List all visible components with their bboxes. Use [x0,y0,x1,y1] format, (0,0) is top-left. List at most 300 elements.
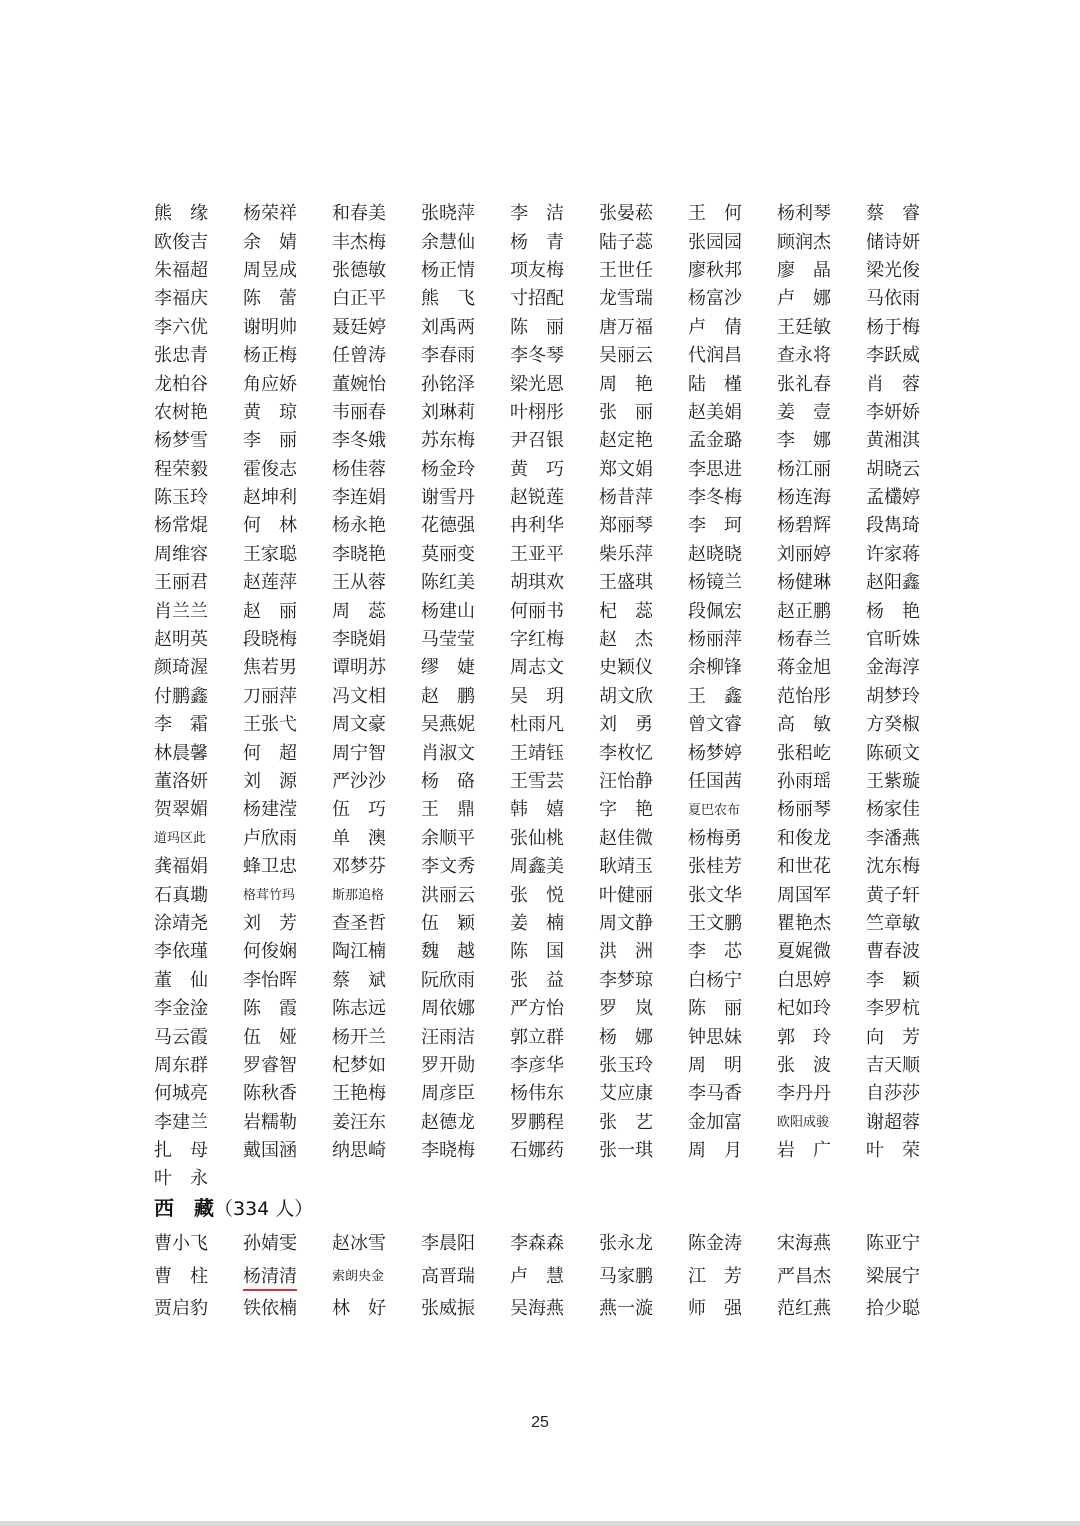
name-cell: 王廷敏 [777,316,831,338]
name-cell: 李梦琼 [599,969,653,991]
name-row [154,226,944,254]
name-cell: 李怡晖 [243,969,297,991]
name-cell: 赵莲萍 [243,572,297,594]
name-cell: 张 波 [777,1054,831,1076]
name-cell: 陈志远 [332,998,386,1020]
name-cell: 杨 娜 [599,1026,653,1048]
name-cell: 瞿艳杰 [777,912,831,934]
name-cell: 王丽君 [154,572,208,594]
name-cell: 赵佳微 [599,827,653,849]
name-cell: 张文华 [688,884,742,906]
name-cell: 张永龙 [599,1233,653,1255]
name-cell: 农树艳 [154,401,208,423]
name-cell: 张桂芳 [688,856,742,878]
name-cell: 方癸椒 [866,714,920,736]
name-cell: 周 月 [688,1140,742,1162]
name-cell: 赵美娟 [688,401,742,423]
name-row [154,681,944,709]
name-cell: 李 娜 [777,430,831,452]
name-row [154,794,944,822]
name-cell: 任国茜 [688,771,742,792]
name-cell: 陈 国 [510,941,564,963]
name-cell: 胡文欣 [599,685,653,707]
name-cell: 燕一漩 [599,1298,653,1320]
name-cell: 黄湘淇 [866,430,920,452]
name-cell: 刘丽婷 [777,543,831,565]
name-cell: 张园园 [688,231,742,253]
name-cell: 郭 玲 [777,1026,831,1048]
name-cell: 叶 永 [154,1168,208,1190]
name-cell: 杨梦雪 [154,430,208,452]
name-cell: 蜂卫忠 [243,856,297,878]
name-cell: 李枚忆 [599,742,653,764]
name-cell: 马云霞 [154,1026,208,1048]
name-cell: 格茸竹玛 [243,888,296,904]
name-cell: 周 蕊 [332,600,386,622]
name-cell: 董 仙 [154,969,208,991]
name-cell: 周国军 [777,884,831,906]
name-cell: 杨丽萍 [688,629,742,651]
name-cell: 陈金涛 [688,1233,742,1255]
name-row [154,1107,944,1135]
name-row [154,851,944,879]
name-row [154,397,944,425]
name-cell: 项友梅 [510,259,564,281]
name-cell: 冉利华 [510,515,564,537]
name-cell: 杨梦婷 [688,742,742,764]
name-cell: 尹召银 [510,430,564,452]
name-cell: 张仙桃 [510,827,564,849]
name-cell: 丰杰梅 [332,231,386,253]
name-cell: 官昕姝 [866,629,920,651]
name-cell: 余顺平 [421,827,475,849]
name-row [154,1291,944,1324]
name-cell: 张 丽 [599,401,653,423]
name-cell: 刘 芳 [243,912,297,934]
name-cell: 董婉怡 [332,373,386,395]
name-cell: 王 鑫 [688,685,742,707]
name-cell: 韦丽春 [332,401,386,423]
name-cell: 韩 嬉 [510,799,564,821]
name-cell: 向 芳 [866,1026,920,1048]
name-cell: 马依雨 [866,288,920,310]
name-cell: 吴 玥 [510,685,564,707]
name-cell: 聂廷婷 [332,316,386,338]
name-cell: 胡晓云 [866,458,920,480]
name-row [154,1163,944,1191]
name-cell: 陈 丽 [688,998,742,1020]
name-cell: 谢明帅 [243,316,297,338]
name-cell: 焦若男 [243,657,297,679]
name-cell: 杨 艳 [866,600,920,622]
name-cell: 李晓艳 [332,543,386,565]
name-cell: 王世任 [599,259,653,281]
name-cell: 杨梅勇 [688,827,742,849]
name-row [154,908,944,936]
name-cell: 花德强 [421,515,475,537]
name-cell: 蒋金旭 [777,657,831,679]
name-row [154,567,944,595]
name-cell: 字 艳 [599,799,653,821]
name-cell: 杨富沙 [688,288,742,310]
name-cell: 梁光恩 [510,373,564,395]
name-cell: 任曾涛 [332,345,386,367]
name-cell: 陈秋香 [243,1083,297,1105]
name-cell: 肖 蓉 [866,373,920,395]
name-cell: 谭明苏 [332,657,386,679]
name-cell: 汪雨洁 [421,1026,475,1048]
name-cell: 罗 岚 [599,998,653,1020]
name-cell: 查圣哲 [332,912,386,934]
name-cell: 金海淳 [866,657,920,679]
name-cell: 角应娇 [243,373,297,395]
name-cell: 陈 霞 [243,998,297,1020]
name-cell: 莫丽变 [421,543,475,565]
name-cell: 贺翠媚 [154,799,208,821]
name-cell: 周鑫美 [510,856,564,878]
name-cell: 余柳锋 [688,657,742,679]
name-cell: 蔡 斌 [332,969,386,991]
name-cell: 周 明 [688,1054,742,1076]
name-cell: 缪 婕 [421,657,475,679]
name-cell: 李福庆 [154,288,208,310]
name-cell: 史颖仪 [599,657,653,679]
name-cell: 李 芯 [688,941,742,963]
name-cell: 洪丽云 [421,884,475,906]
name-cell: 石娜药 [510,1140,564,1162]
name-cell: 单 澳 [332,827,386,849]
name-cell: 王雪芸 [510,771,564,792]
name-cell: 孟欉婷 [866,487,920,509]
name-cell: 李春雨 [421,345,475,367]
name-cell: 付鹏鑫 [154,685,208,707]
name-cell: 张玉玲 [599,1054,653,1076]
name-cell: 刀丽萍 [243,685,297,707]
name-cell: 杨于梅 [866,316,920,338]
name-cell: 叶 荣 [866,1140,920,1162]
name-cell: 杨镜兰 [688,572,742,594]
name-cell: 白正平 [332,288,386,310]
name-cell: 王 何 [688,203,742,225]
name-cell: 李依瑾 [154,941,208,963]
name-row [154,1078,944,1106]
name-cell: 朱福超 [154,259,208,281]
name-cell: 余慧仙 [421,231,475,253]
name-cell: 金加富 [688,1111,742,1133]
name-cell: 陆 槿 [688,373,742,395]
name-cell: 杨丽琴 [777,799,831,821]
name-cell: 张一琪 [599,1140,653,1162]
name-cell: 周志文 [510,657,564,679]
name-cell: 周昱成 [243,259,297,281]
name-cell: 余 婧 [243,231,297,253]
name-cell: 肖兰兰 [154,600,208,622]
name-cell: 李罗杭 [866,998,920,1020]
name-cell: 杨建山 [421,600,475,622]
name-cell: 李连娟 [332,487,386,509]
highlighted-name: 杨清清 [243,1266,297,1291]
name-cell: 竺章敏 [866,912,920,934]
name-cell: 艾应康 [599,1083,653,1105]
name-cell: 李彦华 [510,1054,564,1076]
name-cell: 卢欣雨 [243,827,297,849]
name-row [154,340,944,368]
name-cell: 郭立群 [510,1026,564,1048]
name-row [154,482,944,510]
name-cell: 陈亚宁 [866,1233,920,1255]
name-cell: 李六优 [154,316,208,338]
name-cell: 伍 巧 [332,799,386,821]
name-cell: 廖 晶 [777,259,831,281]
name-row [154,198,944,226]
name-cell: 杜雨凡 [510,714,564,736]
name-cell: 陈玉玲 [154,487,208,509]
name-cell: 纳思崎 [332,1140,386,1162]
name-cell: 何城亮 [154,1083,208,1105]
name-cell [243,1262,332,1288]
name-cell: 杞如玲 [777,998,831,1020]
name-row [154,595,944,623]
name-cell: 杨 青 [510,231,564,253]
name-row [154,1021,944,1049]
name-cell: 师 强 [688,1298,742,1320]
name-cell: 黄子轩 [866,884,920,906]
name-cell: 王家聪 [243,543,297,565]
name-cell: 曹 柱 [154,1265,208,1287]
name-cell: 赵德龙 [421,1111,475,1133]
name-cell: 寸招配 [510,288,564,310]
name-cell: 和春美 [332,203,386,225]
name-cell: 胡琪欢 [510,572,564,594]
name-cell: 范怡彤 [777,685,831,707]
name-list-xizang [154,1226,944,1324]
name-cell: 杨开兰 [332,1026,386,1048]
name-row [154,1050,944,1078]
name-cell: 江 芳 [688,1265,742,1287]
name-row [154,993,944,1021]
name-cell: 赵锐莲 [510,487,564,509]
name-cell: 孙铭泽 [421,373,475,395]
name-cell: 严昌杰 [777,1265,831,1287]
name-cell: 龙柏谷 [154,373,208,395]
name-row [154,510,944,538]
name-cell: 阮欣雨 [421,969,475,991]
name-cell: 肖淑文 [421,742,475,764]
name-cell: 卢 慧 [510,1265,564,1287]
name-row [154,936,944,964]
name-cell: 欧阳成骏 [777,1115,830,1131]
name-cell: 周东群 [154,1054,208,1076]
name-cell: 杨江丽 [777,458,831,480]
name-cell: 李跃威 [866,345,920,367]
name-cell: 何俊娴 [243,941,297,963]
name-row [154,283,944,311]
name-row [154,425,944,453]
name-cell: 李思进 [688,458,742,480]
name-cell: 王靖钰 [510,742,564,764]
name-cell: 李建兰 [154,1111,208,1133]
name-cell: 罗开勋 [421,1054,475,1076]
name-cell: 赵定艳 [599,430,653,452]
name-row [154,737,944,765]
name-cell: 赵正鹏 [777,600,831,622]
name-cell: 杨昔萍 [599,487,653,509]
name-row [154,454,944,482]
name-cell: 何丽书 [510,600,564,622]
name-cell: 魏 越 [421,941,475,963]
name-cell: 周依娜 [421,998,475,1020]
name-cell: 王从蓉 [332,572,386,594]
name-cell: 索朗央金 [332,1269,385,1285]
name-cell: 赵 杰 [599,629,653,651]
name-cell: 姜 壹 [777,401,831,423]
name-cell: 廖秋邦 [688,259,742,281]
name-cell: 曹春波 [866,941,920,963]
name-cell: 吴燕妮 [421,714,475,736]
section-count: （334 人） [214,1198,314,1220]
name-cell: 涂靖尧 [154,912,208,934]
name-cell: 杨常焜 [154,515,208,537]
name-cell: 李冬娥 [332,430,386,452]
name-cell: 李晨阳 [421,1233,475,1255]
section-heading [154,1192,313,1221]
name-cell: 陆子蕊 [599,231,653,253]
name-cell: 岩糯勒 [243,1111,297,1133]
name-cell: 周宁智 [332,742,386,764]
name-cell: 夏巴农布 [688,802,741,818]
name-cell: 梁展宁 [866,1265,920,1287]
name-cell: 杨碧辉 [777,515,831,537]
name-cell: 李晓娟 [332,629,386,651]
name-cell: 姜 楠 [510,912,564,934]
name-cell: 陈红美 [421,572,475,594]
name-cell: 严沙沙 [332,771,386,792]
name-list-yunnan [154,198,944,1192]
name-cell: 李森森 [510,1233,564,1255]
name-cell: 何 超 [243,742,297,764]
name-row [154,1226,944,1259]
name-cell: 杨伟东 [510,1083,564,1105]
name-cell: 赵坤利 [243,487,297,509]
name-cell: 颜琦渥 [154,657,208,679]
name-cell: 龚福娟 [154,856,208,878]
name-cell: 白思婷 [777,969,831,991]
name-cell: 冯文相 [332,685,386,707]
name-cell: 卢 娜 [777,288,831,310]
name-cell: 唐万福 [599,316,653,338]
name-cell: 周 艳 [599,373,653,395]
name-cell: 周文静 [599,912,653,934]
name-cell: 伍 颖 [421,912,475,934]
name-row [154,539,944,567]
name-cell: 杨健琳 [777,572,831,594]
name-cell: 刘琳莉 [421,401,475,423]
name-cell: 字红梅 [510,629,564,651]
name-cell: 刘 源 [243,771,297,792]
name-cell: 欧俊吉 [154,231,208,253]
name-cell: 杨 硌 [421,771,475,792]
name-cell: 李 丽 [243,430,297,452]
name-cell: 李 颖 [866,969,920,991]
name-cell: 孟金璐 [688,430,742,452]
name-cell: 龙雪瑞 [599,288,653,310]
name-cell: 姜汪东 [332,1111,386,1133]
name-cell: 刘 勇 [599,714,653,736]
name-cell: 郑文娟 [599,458,653,480]
name-cell: 叶健丽 [599,884,653,906]
name-cell: 李 珂 [688,515,742,537]
name-cell: 杨正情 [421,259,475,281]
name-cell: 顾润杰 [777,231,831,253]
name-cell: 赵冰雪 [332,1233,386,1255]
page-number: 25 [531,1414,549,1431]
name-cell: 段晓梅 [243,629,297,651]
name-cell: 李晓梅 [421,1140,475,1162]
name-cell: 胡梦玲 [866,685,920,707]
name-cell: 王紫璇 [866,771,920,792]
name-cell: 王文鹏 [688,912,742,934]
section-title: 西 藏 [154,1196,214,1220]
name-row [154,709,944,737]
name-cell: 吴海燕 [510,1298,564,1320]
name-cell: 熊 飞 [421,288,475,310]
name-cell: 杨建滢 [243,799,297,821]
name-cell: 周维容 [154,543,208,565]
name-cell: 林 好 [332,1298,386,1320]
name-cell: 汪怡静 [599,771,653,792]
name-cell: 孙雨瑶 [777,771,831,792]
name-row [154,965,944,993]
name-cell: 李 洁 [510,203,564,225]
name-row [154,255,944,283]
name-cell: 陈 蕾 [243,288,297,310]
name-cell: 石真墈 [154,884,208,906]
name-row [154,823,944,851]
name-cell: 储诗妍 [866,231,920,253]
bottom-divider [0,1521,1080,1526]
name-cell: 李冬梅 [688,487,742,509]
name-cell: 曾文睿 [688,714,742,736]
name-cell: 杨春兰 [777,629,831,651]
name-cell: 伍 娅 [243,1026,297,1048]
name-cell: 林晨馨 [154,742,208,764]
name-cell: 赵明英 [154,629,208,651]
name-cell: 王 鼎 [421,799,475,821]
name-cell: 杨永艳 [332,515,386,537]
name-cell: 段佩宏 [688,600,742,622]
name-cell: 赵阳鑫 [866,572,920,594]
name-cell: 张晏菘 [599,203,653,225]
name-cell: 邓梦芬 [332,856,386,878]
name-cell: 张德敏 [332,259,386,281]
name-cell: 拾少聪 [866,1298,920,1320]
name-cell: 杨荣祥 [243,203,297,225]
name-cell: 卢 倩 [688,316,742,338]
name-cell: 查永将 [777,345,831,367]
name-cell: 许家蒋 [866,543,920,565]
name-cell: 陈 丽 [510,316,564,338]
name-cell: 王艳梅 [332,1083,386,1105]
name-cell: 李金淦 [154,998,208,1020]
name-cell: 段雋琦 [866,515,920,537]
name-cell: 黄 琼 [243,401,297,423]
name-cell: 罗鹏程 [510,1111,564,1133]
name-cell: 和俊龙 [777,827,831,849]
name-row [154,624,944,652]
name-cell: 曹小飞 [154,1233,208,1255]
name-cell: 周文豪 [332,714,386,736]
name-cell: 陈硕文 [866,742,920,764]
